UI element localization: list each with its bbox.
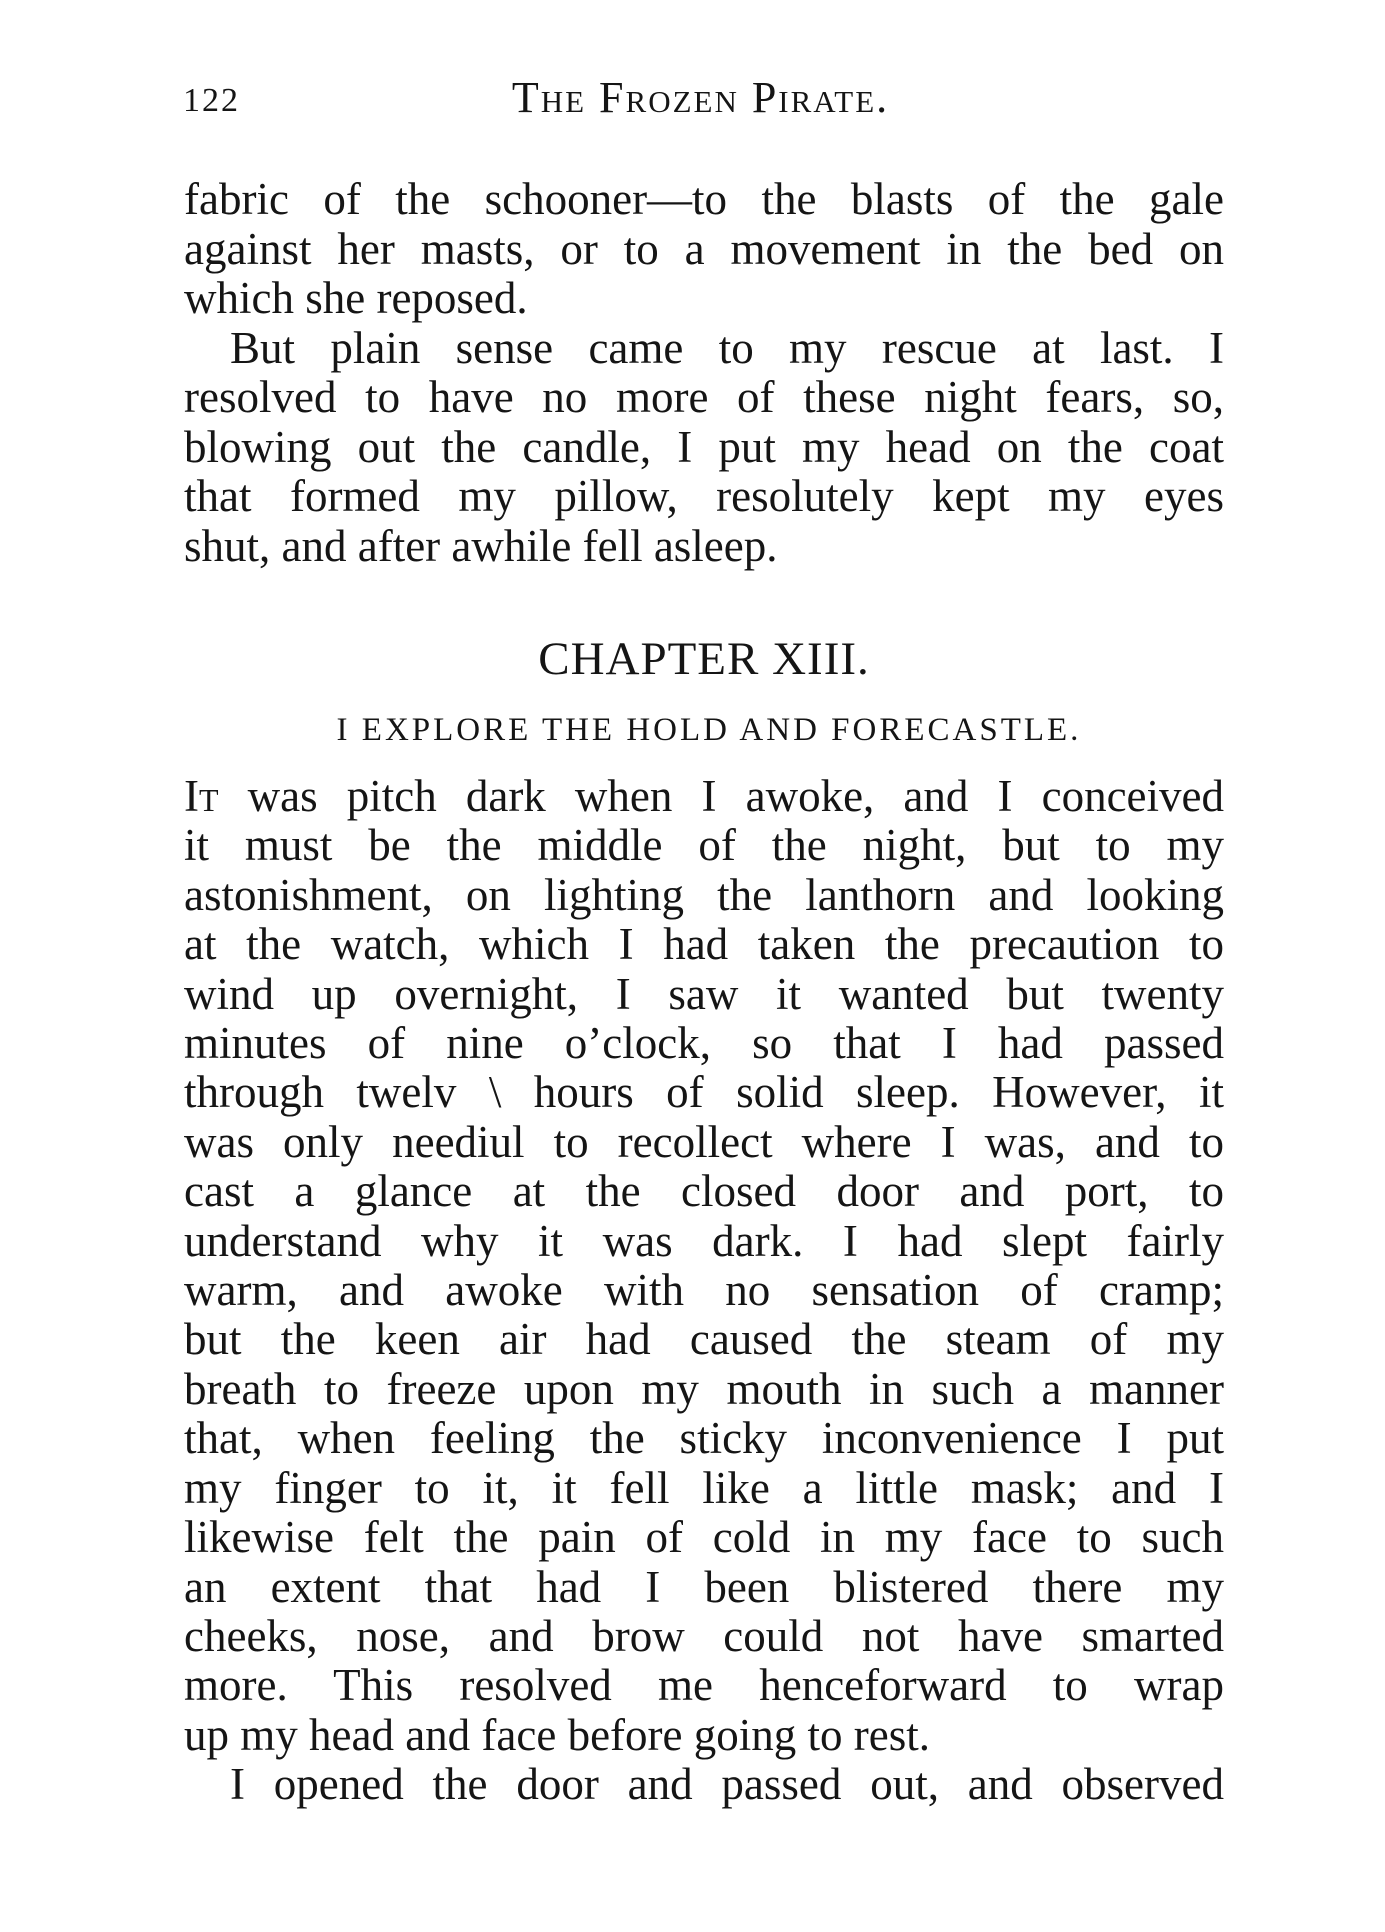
text-line: wind up overnight, I saw it wanted but twenty: [184, 968, 1224, 1019]
text-line: that, when feeling the sticky inconvenience I put: [184, 1413, 1224, 1464]
text-line: at the watch, which I had taken the precaution to: [184, 919, 1224, 970]
text-line: But plain sense came to my rescue at last. I: [230, 322, 1224, 373]
text-line: an extent that had I been blistered there my: [184, 1561, 1224, 1612]
page-number: 122: [183, 82, 240, 119]
text-line: understand why it was dark. I had slept fairly: [184, 1215, 1224, 1266]
text-block-top: [184, 175, 1224, 571]
text-line: I opened the door and passed out, and observed: [230, 1759, 1224, 1810]
text-line-first: [184, 772, 1224, 821]
chapter-subtitle: I EXPLORE THE HOLD AND FORECASTLE.: [336, 712, 1082, 748]
text-line: warm, and awoke with no sensation of cramp;: [184, 1265, 1224, 1316]
running-title: The Frozen Pirate.: [511, 73, 890, 122]
opening-line-rest: was pitch dark when I awoke, and I conceived: [218, 771, 1224, 821]
text-line: against her masts, or to a movement in the bed on: [184, 223, 1224, 274]
text-line: blowing out the candle, I put my head on the coat: [184, 421, 1224, 472]
text-line: cast a glance at the closed door and port, to: [184, 1166, 1224, 1217]
text-line: through twelv \ hours of solid sleep. However, it: [184, 1067, 1224, 1118]
text-block-chapter: [184, 772, 1224, 1810]
text-line: fabric of the schooner—to the blasts of the gale: [184, 174, 1224, 224]
text-line: breath to freeze upon my mouth in such a manner: [184, 1363, 1224, 1414]
chapter-title: CHAPTER XIII.: [538, 633, 870, 685]
text-line: my finger to it, it fell like a little mask; and I: [184, 1462, 1224, 1513]
text-line: astonishment, on lighting the lanthorn and looking: [184, 869, 1224, 920]
text-line: it must be the middle of the night, but to my: [184, 820, 1224, 871]
text-line: that formed my pillow, resolutely kept my eyes: [184, 471, 1224, 521]
text-line: more. This resolved me henceforward to wrap: [184, 1660, 1224, 1711]
text-line: was only neediul to recollect where I was, and to: [184, 1116, 1224, 1167]
text-line: resolved to have no more of these night fears, so,: [184, 372, 1224, 422]
opening-word: It: [184, 771, 219, 821]
text-line: shut, and after awhile fell asleep.: [184, 520, 778, 571]
text-line: which she reposed.: [184, 273, 528, 323]
text-line: up my head and face before going to rest.: [184, 1709, 930, 1760]
running-head: [183, 72, 1218, 132]
text-line: but the keen air had caused the steam of my: [184, 1314, 1224, 1365]
text-line: likewise felt the pain of cold in my face to such: [184, 1512, 1224, 1563]
text-line: minutes of nine o’clock, so that I had passed: [184, 1018, 1224, 1069]
text-line: cheeks, nose, and brow could not have smarted: [184, 1610, 1224, 1661]
